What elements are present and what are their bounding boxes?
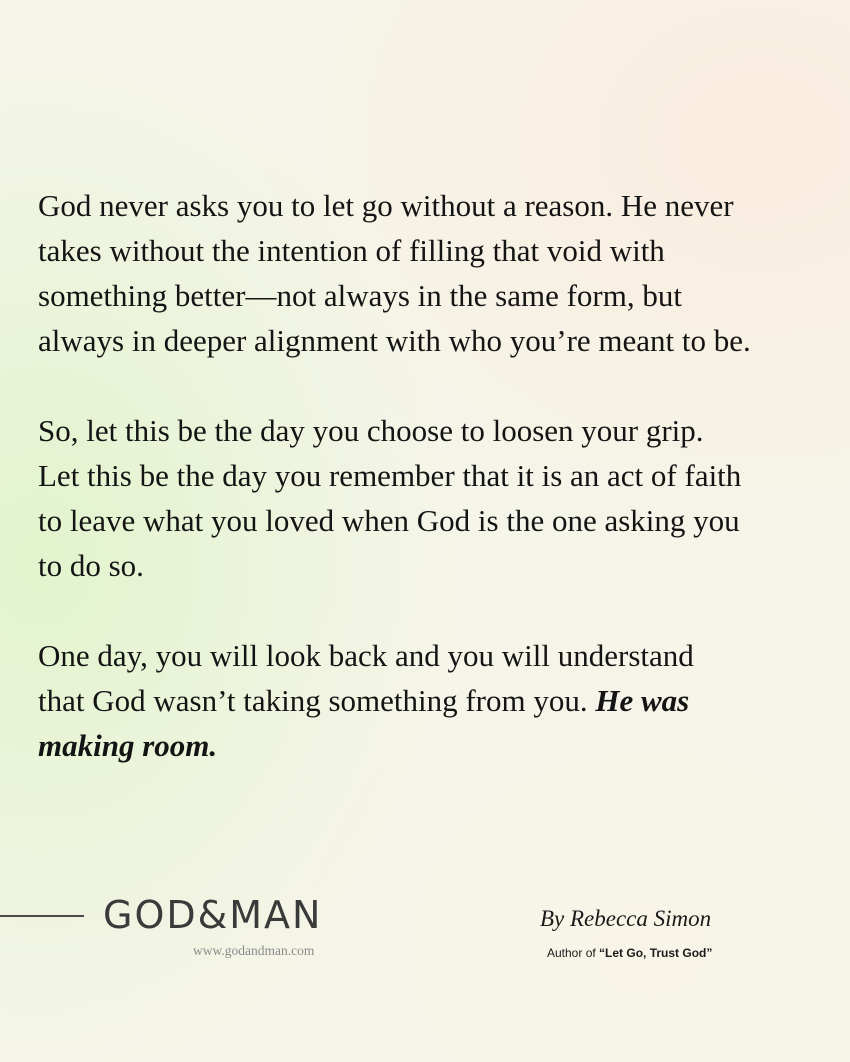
book-title: “Let Go, Trust God” bbox=[599, 946, 713, 960]
paragraph-3 bbox=[38, 633, 838, 768]
paragraph-line: God never asks you to let go without a reason. He never bbox=[38, 188, 734, 223]
footer-divider bbox=[0, 915, 84, 917]
paragraph-line: to do so. bbox=[38, 548, 144, 583]
author-byline: By Rebecca Simon bbox=[540, 906, 712, 931]
quote-body bbox=[38, 183, 838, 768]
paragraph-line: Let this be the day you remember that it is an act of faith bbox=[38, 458, 742, 493]
website-text: www.godandman.com bbox=[193, 943, 315, 958]
paragraph-1 bbox=[38, 183, 838, 363]
emphasis-text: He was bbox=[595, 683, 690, 718]
paragraph-line: something better—not always in the same form, but bbox=[38, 278, 682, 313]
paragraph-line: always in deeper alignment with who you’re meant to be. bbox=[38, 323, 751, 358]
paragraph-line: One day, you will look back and you will understand bbox=[38, 638, 694, 673]
paragraph-text: that God wasn’t taking something from you. bbox=[38, 683, 596, 718]
paragraph-line bbox=[38, 678, 838, 723]
paragraph-line: So, let this be the day you choose to loosen your grip. bbox=[38, 413, 704, 448]
paragraph-line: takes without the intention of filling that void with bbox=[38, 233, 665, 268]
author-prefix: Author of bbox=[547, 946, 600, 960]
brand-logo: GOD&MAN bbox=[103, 893, 323, 937]
paragraph-2 bbox=[38, 408, 838, 588]
emphasis-line: making room. bbox=[38, 728, 218, 763]
paragraph-line: to leave what you loved when God is the one asking you bbox=[38, 503, 740, 538]
author-credit bbox=[547, 946, 712, 960]
